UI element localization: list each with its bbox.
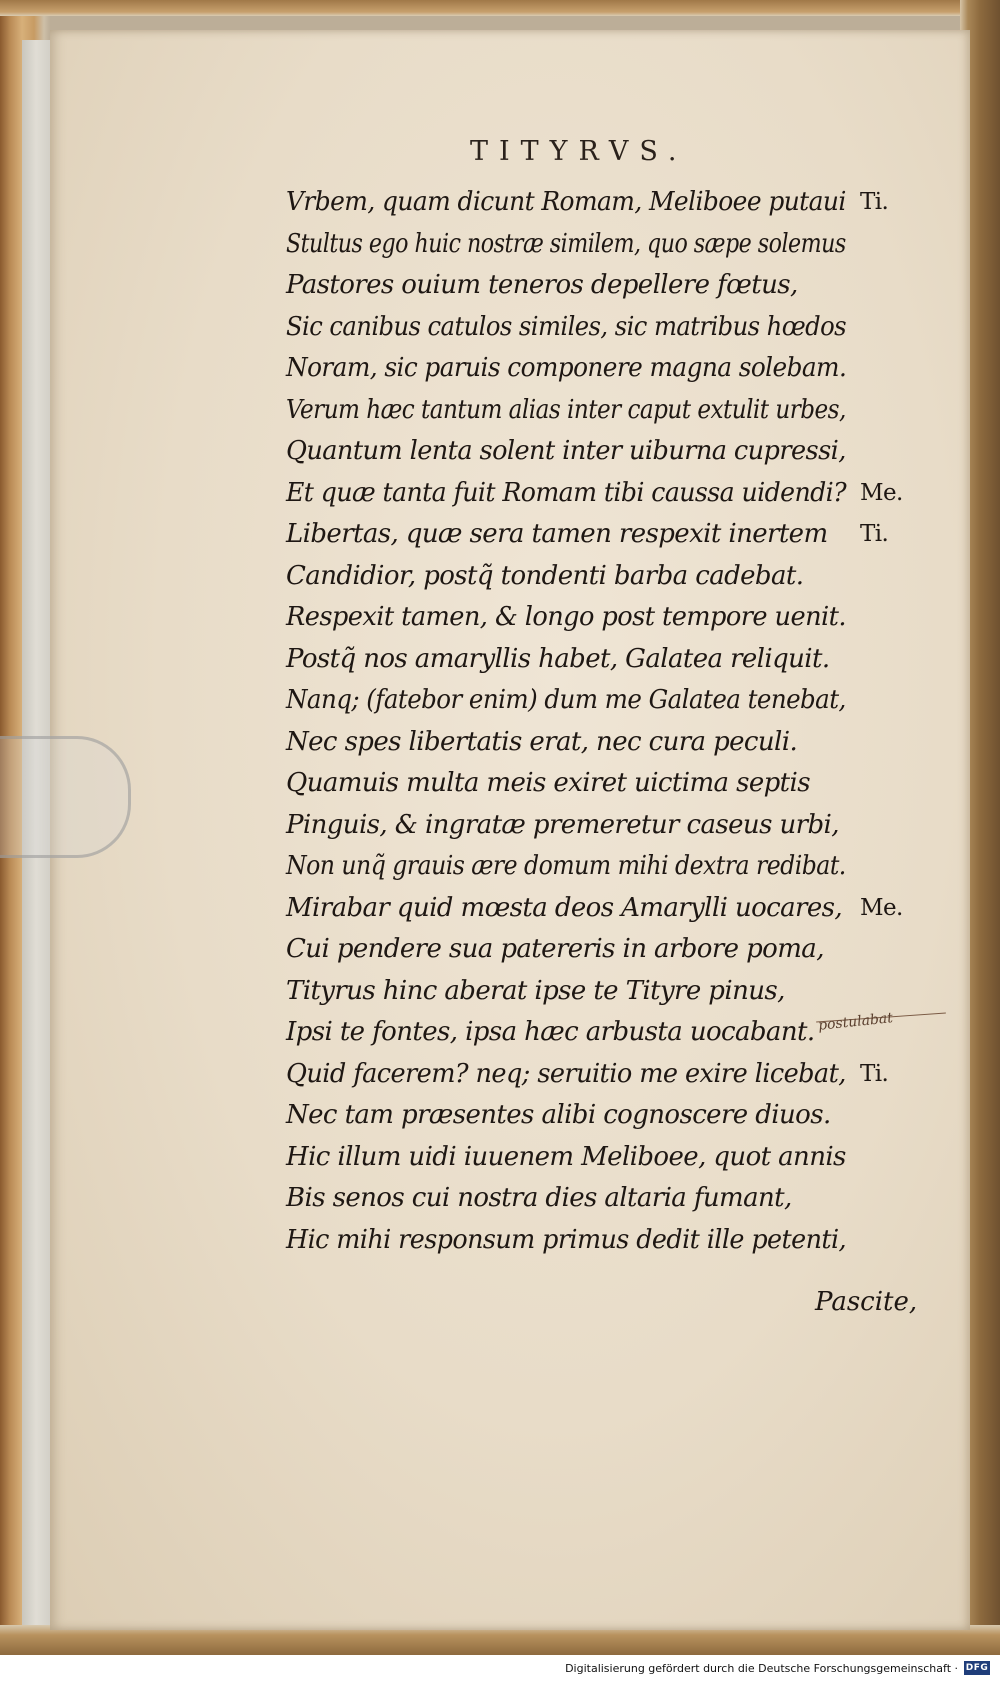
verse-text: Noram, sic paruis componere magna solebam.	[286, 353, 847, 383]
verse-text: Tityrus hinc aberat ipse te Tityre pinus,	[286, 975, 785, 1006]
verse-text: Et quæ tanta fuit Romam tibi caussa uidendi?	[286, 477, 847, 508]
speaker-label: Ti.	[860, 1060, 889, 1087]
verse-text: Sic canibus catulos similes, sic matribus hœdos	[286, 311, 846, 342]
footer-credit: Digitalisierung gefördert durch die Deutsche Forschungsgemeinschaft ·	[565, 1662, 958, 1675]
verse-text: Pinguis, & ingratæ premeretur caseus urbi,	[286, 809, 839, 840]
speaker-label: Ti.	[860, 521, 889, 547]
page-clip	[0, 736, 131, 858]
verse-text: Candidior, postq̃ tondenti barba cadebat.	[286, 560, 804, 591]
verse-line	[286, 971, 926, 1013]
verse-text: Hic mihi responsum primus dedit ille petenti,	[286, 1224, 847, 1255]
verse-text: Pastores ouium teneros depellere fœtus,	[286, 270, 798, 300]
verse-line	[286, 1220, 926, 1262]
verse-line	[286, 1095, 926, 1137]
verse-text: Cui pendere sua patereris in arbore poma,	[286, 934, 824, 964]
verse-text: Non unq̃ grauis ære domum mihi dextra redibat.	[286, 851, 846, 881]
verse-text: Nanq; (fatebor enim) dum me Galatea tenebat,	[286, 685, 846, 715]
verse-text: Vrbem, quam dicunt Romam, Meliboee putaui	[286, 187, 846, 217]
verse-line	[286, 597, 926, 639]
speaker-label: Me.	[860, 479, 903, 506]
verse-text: Bis senos cui nostra dies altaria fumant,	[286, 1183, 792, 1213]
verse-text: Nec spes libertatis erat, nec cura peculi.	[286, 726, 798, 757]
verse-line	[286, 431, 926, 473]
verse-text: Libertas, quæ sera tamen respexit inertem	[286, 519, 828, 549]
verse-text: Hic illum uidi iuuenem Meliboee, quot annis	[286, 1141, 846, 1172]
verse-text: Quamuis multa meis exiret uictima septis	[286, 768, 810, 798]
verse-text: Nec tam præsentes alibi cognoscere diuos.	[286, 1100, 831, 1130]
verse-text: Quid facerem? neq; seruitio me exire licebat,	[286, 1058, 846, 1089]
speaker-label: Me.	[860, 894, 903, 921]
verse-text: Postq̃ nos amaryllis habet, Galatea reliquit.	[286, 643, 830, 674]
verse-text: Ipsi te fontes, ipsa hæc arbusta uocabant.	[286, 1017, 815, 1047]
verse-line	[286, 763, 926, 805]
verse-block	[286, 182, 926, 1261]
verse-line	[286, 888, 926, 930]
verse-line	[286, 348, 926, 390]
speaker-label: Ti.	[860, 189, 889, 215]
verse-line	[286, 265, 926, 307]
verse-text: Mirabar quid mœsta deos Amarylli uocares,	[286, 892, 843, 923]
verse-line	[286, 846, 926, 888]
verse-line	[286, 182, 926, 224]
verse-line	[286, 639, 926, 681]
verse-text: Stultus ego huic nostræ similem, quo sæpe solemus	[286, 228, 846, 259]
verse-text: Quantum lenta solent inter uiburna cupressi,	[286, 436, 846, 466]
verse-line	[286, 805, 926, 847]
verse-line	[286, 514, 926, 556]
verse-text: Respexit tamen, & longo post tempore uenit.	[286, 602, 846, 632]
verse-line	[286, 1054, 926, 1096]
catchword: Pascite,	[815, 1287, 918, 1317]
verse-line	[286, 1178, 926, 1220]
verse-line	[286, 473, 926, 515]
verse-line	[286, 224, 926, 266]
verse-line	[286, 307, 926, 349]
verse-text: Verum hæc tantum alias inter caput extulit urbes,	[286, 394, 846, 425]
marginal-annotation: postulabat	[817, 1010, 894, 1034]
running-head: TITYRVS.	[470, 136, 688, 167]
verse-line	[286, 722, 926, 764]
verse-line	[286, 929, 926, 971]
verse-line	[286, 680, 926, 722]
verse-line	[286, 556, 926, 598]
verse-line	[286, 1137, 926, 1179]
dfg-logo: DFG	[965, 1663, 989, 1673]
binding-board-top	[0, 0, 1000, 16]
verse-line	[286, 390, 926, 432]
